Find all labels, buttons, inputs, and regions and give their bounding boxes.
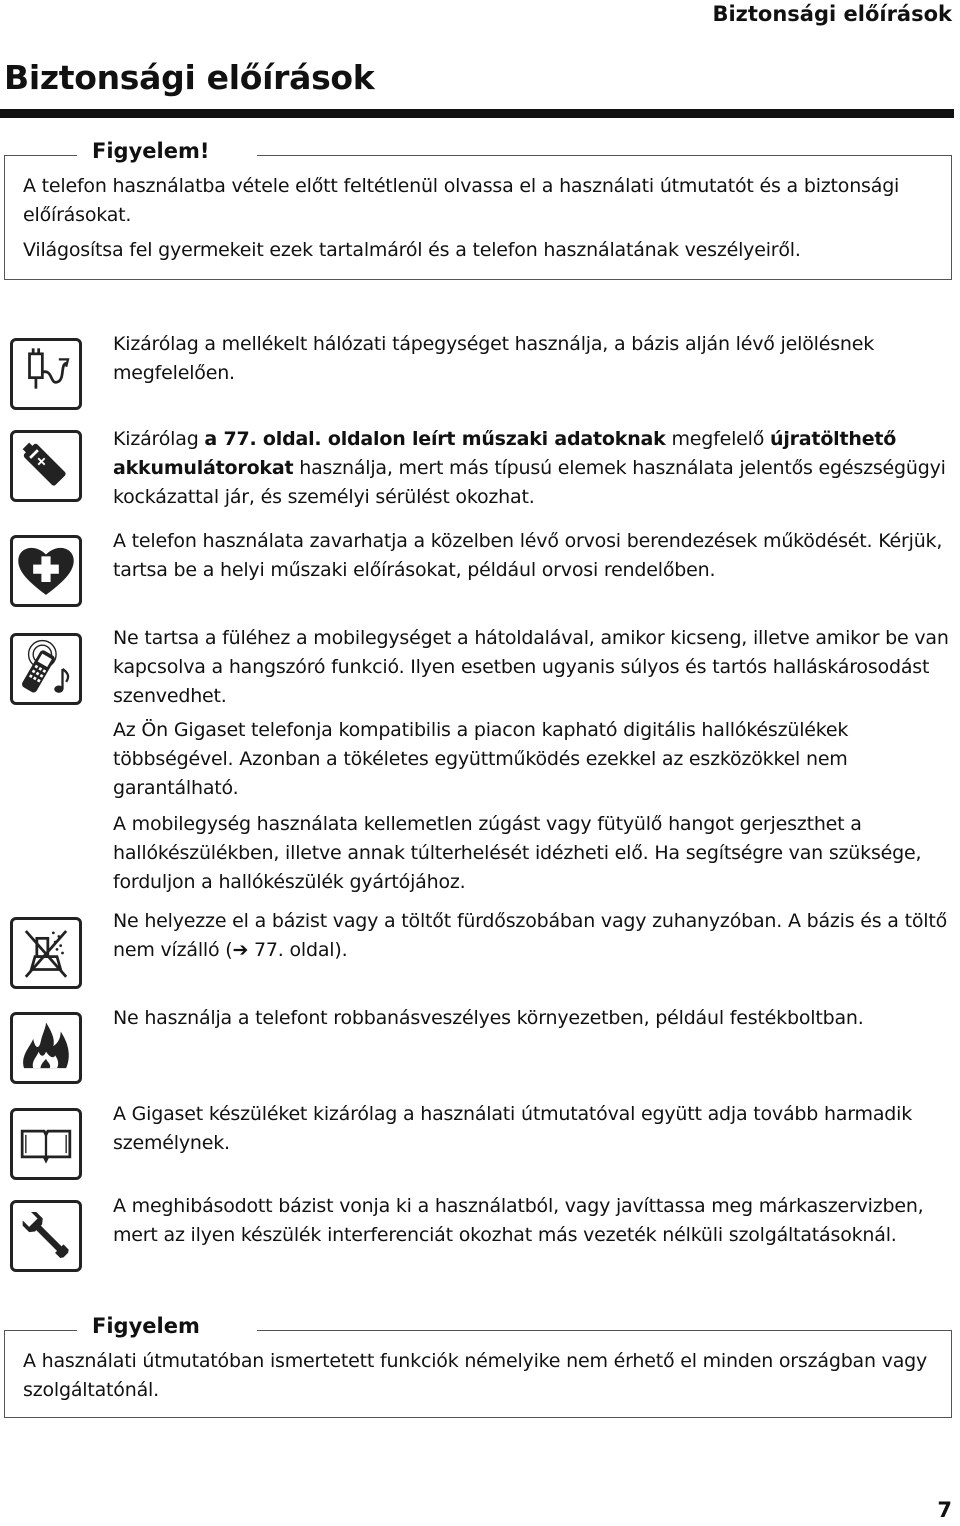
- hearing-aid-text: Az Ön Gigaset telefonja kompatibilis a piacon kapható digitális hallókészülékek többségével. Azonban a tökéletes együttműködés ezekkel az eszközökkel nem garantálható.: [113, 719, 849, 799]
- power-supply-icon: [10, 338, 82, 410]
- power-supply-text: Kizárólag a mellékelt hálózati tápegységet használja, a bázis alján lévő jelölésnek megfelelően.: [113, 333, 875, 384]
- title-rule: [0, 109, 954, 118]
- page-title: Biztonsági előírások: [4, 58, 375, 97]
- manual-text: A Gigaset készüléket kizárólag a használati útmutatóval együtt adja tovább harmadik személynek.: [113, 1103, 913, 1154]
- notice-text-children: Világosítsa fel gyermekeit ezek tartalmáról és a telefon használatának veszélyeiről.: [23, 239, 801, 261]
- notice-heading: Figyelem: [92, 1314, 206, 1338]
- no-water-icon: [10, 917, 82, 989]
- notice-box-note: [4, 1314, 952, 1418]
- notice-text: A telefon használatba vétele előtt feltétlenül olvassa el a használati útmutatót és a biztonsági előírásokat.: [23, 175, 900, 226]
- phone-ear-icon: [10, 633, 82, 705]
- ear-warning-text: Ne tartsa a füléhez a mobilegységet a hátoldalával, amikor kicseng, illetve amikor be van kapcsolva a hangszóró funkció. Ilyen esetben ugyanis súlyos és tartós halláskárosodást szenvedhet.: [113, 627, 949, 707]
- explosion-flame-icon: [10, 1012, 82, 1084]
- page-number: 7: [937, 1498, 952, 1522]
- explosion-warning-text: Ne használja a telefont robbanásveszélyes környezetben, például festékboltban.: [113, 1007, 864, 1029]
- water-warning-text: Ne helyezze el a bázist vagy a töltőt fürdőszobában vagy zuhanyzóban. A bázis és a töltő nem vízálló (➔ 77. oldal).: [113, 910, 948, 961]
- spec-link[interactable]: a 77. oldal. oldalon leírt műszaki adatoknak: [204, 428, 666, 450]
- notice-text: A használati útmutatóban ismertetett funkciók némelyike nem érhető el minden országban vagy szolgáltatónál.: [23, 1350, 928, 1401]
- arrow-right-icon: ➔: [232, 939, 249, 961]
- battery-text: Kizárólag a 77. oldal. oldalon leírt műszaki adatoknak megfelelő újratölthető akkumulátorokat használja, mert más típusú elemek használata jelentős egészségügyi kockázattal jár, és személyi sérülést okozhat.: [113, 428, 946, 508]
- battery-icon: [10, 430, 82, 502]
- running-header: Biztonsági előírások: [712, 2, 952, 26]
- repair-text: A meghibásodott bázist vonja ki a használatból, vagy javíttassa meg márkaszervizben, mert az ilyen készülék interferenciát okozhat más vezeték nélküli szolgáltatásoknál.: [113, 1195, 924, 1246]
- medical-text: A telefon használata zavarhatja a közelben lévő orvosi berendezések működését. Kérjük, tartsa be a helyi műszaki előírásokat, például orvosi rendelőben.: [113, 530, 943, 581]
- wrench-icon: [10, 1200, 82, 1272]
- page-reference-link[interactable]: 77. oldal).: [248, 939, 348, 961]
- hearing-aid-text-2: A mobilegység használata kellemetlen zúgást vagy fütyülő hangot gerjeszthet a hallókészülékben, illetve annak túlterhelését idézheti elő. Ha segítségre van szüksége, forduljon a hallókészülék gyártójához.: [113, 813, 922, 893]
- notice-heading: Figyelem!: [92, 139, 215, 163]
- medical-heart-icon: [10, 535, 82, 607]
- manual-book-icon: [10, 1108, 82, 1180]
- notice-box-warning: [4, 139, 952, 280]
